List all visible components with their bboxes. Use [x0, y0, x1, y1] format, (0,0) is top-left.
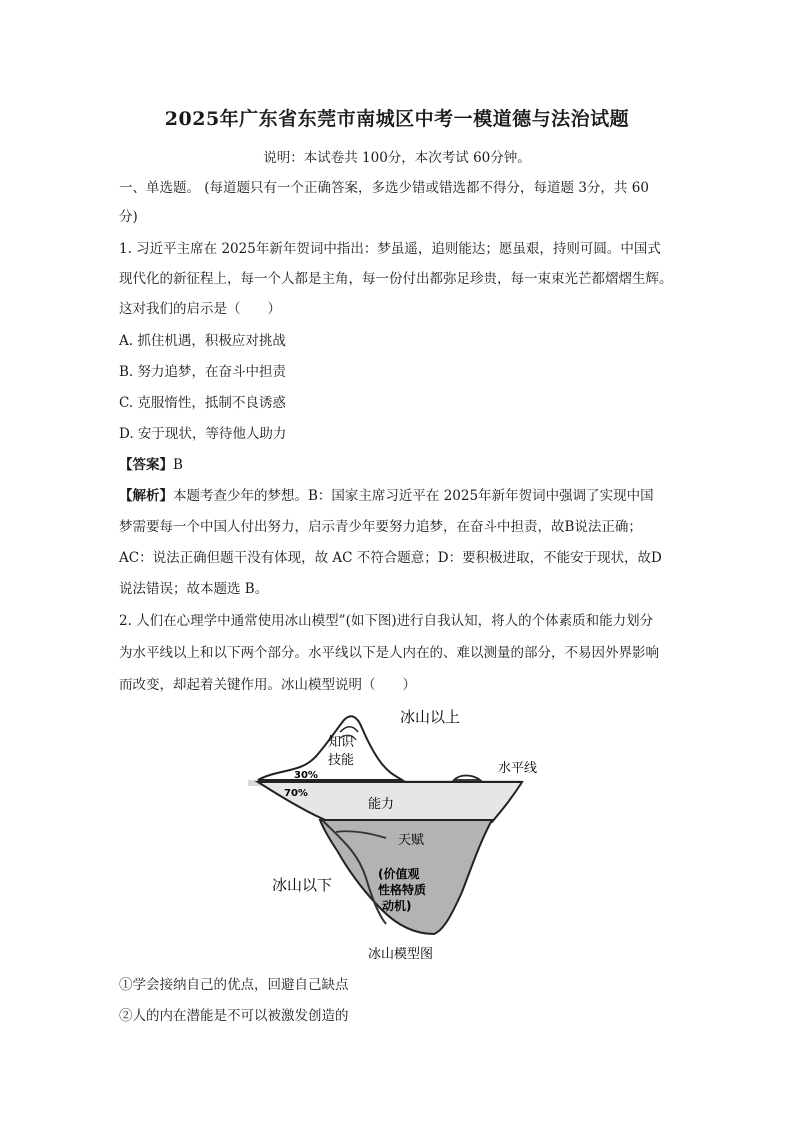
- label-talent: 天赋: [398, 833, 425, 848]
- q1-option-d: D. 安于现状，等待他人助力: [119, 426, 287, 442]
- iceberg-figure: [240, 702, 540, 972]
- label-waterline: 水平线: [498, 761, 538, 776]
- q2-stem-line1: 2. 人们在心理学中通常使用冰山模型”(如下图)进行自我认知，将人的个体素质和能力划分: [119, 613, 654, 629]
- q1-answer: [119, 455, 679, 475]
- q1-option-a: A. 抓住机遇，积极应对挑战: [119, 333, 286, 349]
- section-heading-line2: 分): [119, 209, 138, 225]
- analysis-text: 本题考查少年的梦想。B：国家主席习近平在 2025年新年贺词中强调了实现中国: [173, 488, 654, 504]
- label-above-iceberg: 冰山以上: [400, 708, 461, 726]
- label-70-percent: 70%: [284, 788, 308, 799]
- label-values: (价值观: [378, 867, 420, 881]
- q1-analysis-line4: 说法错误；故本题选 B。: [119, 581, 269, 597]
- q2-statement-2: ②人的内在潜能是不可以被激发创造的: [119, 1008, 349, 1024]
- section-heading-line1: 一、单选题。 (每道题只有一个正确答案，多选少错或错选都不得分，每道题 3分，共 60: [119, 180, 649, 196]
- q2-stem-line2: 为水平线以上和以下两个部分。水平线以下是人内在的、难以测量的部分，不易因外界影响: [119, 645, 659, 661]
- q1-stem-line3: 这对我们的启示是（ ）: [119, 301, 281, 317]
- q2-stem-line3: 而改变，却起着关键作用。冰山模型说明（ ）: [119, 677, 416, 693]
- floating-ice: [454, 776, 480, 781]
- q1-analysis-line2: 梦需要每一个中国人付出努力，启示青少年要努力追梦，在奋斗中担责，故B说法正确；: [119, 519, 642, 535]
- answer-value: B: [173, 457, 183, 473]
- label-knowledge: 知识: [328, 735, 355, 750]
- label-below-iceberg: 冰山以下: [272, 876, 333, 894]
- label-30-percent: 30%: [294, 770, 318, 781]
- q1-option-c: C. 克服惰性，抵制不良诱惑: [119, 395, 286, 411]
- label-traits: 性格特质: [378, 883, 427, 897]
- analysis-tag: 【解析】: [119, 488, 173, 504]
- q1-option-b: B. 努力追梦，在奋斗中担责: [119, 364, 287, 380]
- q2-statement-1: ①学会接纳自己的优点，回避自己缺点: [119, 977, 349, 993]
- page-title: 2025年广东省东莞市南城区中考一模道德与法治试题: [164, 108, 630, 130]
- q1-stem-line1: 1. 习近平主席在 2025年新年贺词中指出：梦虽遥，追则能达；愿虽艰，持则可圆。中国式: [119, 241, 661, 257]
- q1-stem-line2: 现代化的新征程上，每一个人都是主角，每一份付出都弥足珍贵，每一束束光芒都熠熠生辉。: [119, 271, 673, 287]
- q1-analysis-line1: [119, 486, 679, 506]
- exam-note: 说明：本试卷共 100分，本次考试 60分钟。: [263, 150, 531, 166]
- figure-caption: 冰山模型图: [368, 947, 434, 962]
- label-motivation: 动机): [382, 899, 412, 913]
- label-ability: 能力: [368, 797, 395, 812]
- answer-tag: 【答案】: [119, 457, 173, 473]
- label-skills: 技能: [328, 753, 355, 768]
- q1-analysis-line3: AC：说法正确但题干没有体现，故 AC 不符合题意；D：要积极进取，不能安于现状，故D: [119, 550, 662, 566]
